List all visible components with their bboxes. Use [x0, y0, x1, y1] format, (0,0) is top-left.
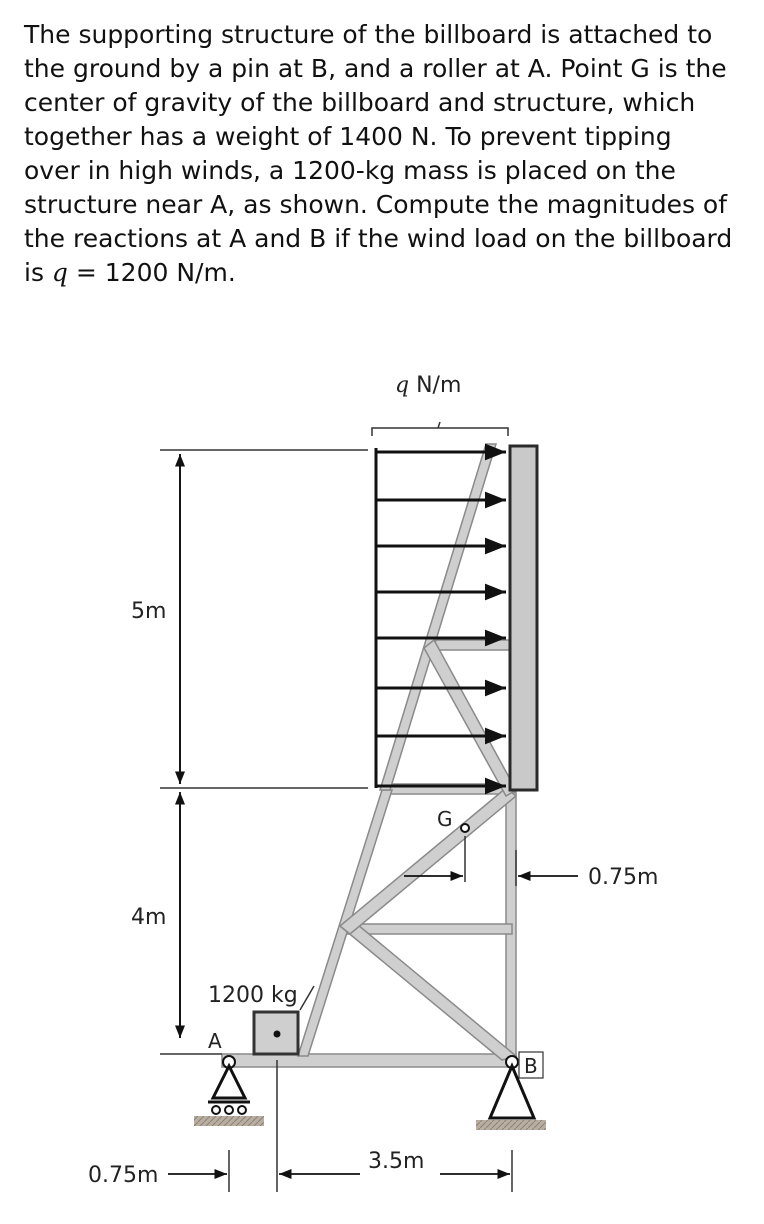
problem-line-7: the reactions at A and B if the wind load on the billboard: [24, 224, 733, 253]
problem-line-3: center of gravity of the billboard and structure, which: [24, 88, 696, 117]
ground-a: [194, 1116, 264, 1126]
g-offset-label: 0.75m: [588, 865, 659, 890]
problem-line-8: is q = 1200 N/m.: [24, 258, 236, 287]
a-offset-label: 0.75m: [88, 1163, 159, 1188]
g-label: G: [437, 807, 453, 831]
roller-wheel: [238, 1106, 246, 1114]
mass-block: [208, 983, 314, 1054]
q-symbol: q: [51, 258, 68, 287]
base-beam: [222, 1054, 516, 1067]
mass-label: 1200 kg: [208, 983, 298, 1008]
wind-load: [372, 373, 508, 788]
mass-dot: [274, 1031, 281, 1038]
problem-line-5: over in high winds, a 1200-kg mass is placed on the: [24, 156, 676, 185]
span-label: 3.5m: [368, 1149, 425, 1174]
diagonal-upper: [424, 640, 516, 796]
cross-member-lower: [344, 924, 512, 934]
dim-5m-label: 5m: [131, 599, 167, 624]
diagonal-lower: [340, 920, 516, 1060]
billboard-panel: [510, 446, 537, 790]
b-label: B: [524, 1054, 538, 1078]
load-bracket: [372, 422, 508, 436]
cross-member-upper: [428, 640, 512, 650]
roller-wheel: [225, 1106, 233, 1114]
horizontal-dimensions: [88, 1060, 512, 1192]
problem-line-4: together has a weight of 1400 N. To prevent tipping: [24, 122, 672, 151]
dim-4m-label: 4m: [131, 905, 167, 930]
problem-line-1: The supporting structure of the billboard is attached to: [24, 20, 713, 49]
truss: [222, 444, 516, 1067]
problem-line-6: structure near A, as shown. Compute the magnitudes of: [24, 190, 728, 219]
problem-line-2: the ground by a pin at B, and a roller at A. Point G is the: [24, 54, 727, 83]
load-label: q N/m: [395, 373, 462, 398]
mass-leader: [300, 986, 314, 1010]
ground-b: [476, 1120, 546, 1130]
a-label: A: [208, 1029, 222, 1053]
a-triangle: [213, 1066, 245, 1098]
roller-wheel: [212, 1106, 220, 1114]
g-point: [461, 824, 469, 832]
